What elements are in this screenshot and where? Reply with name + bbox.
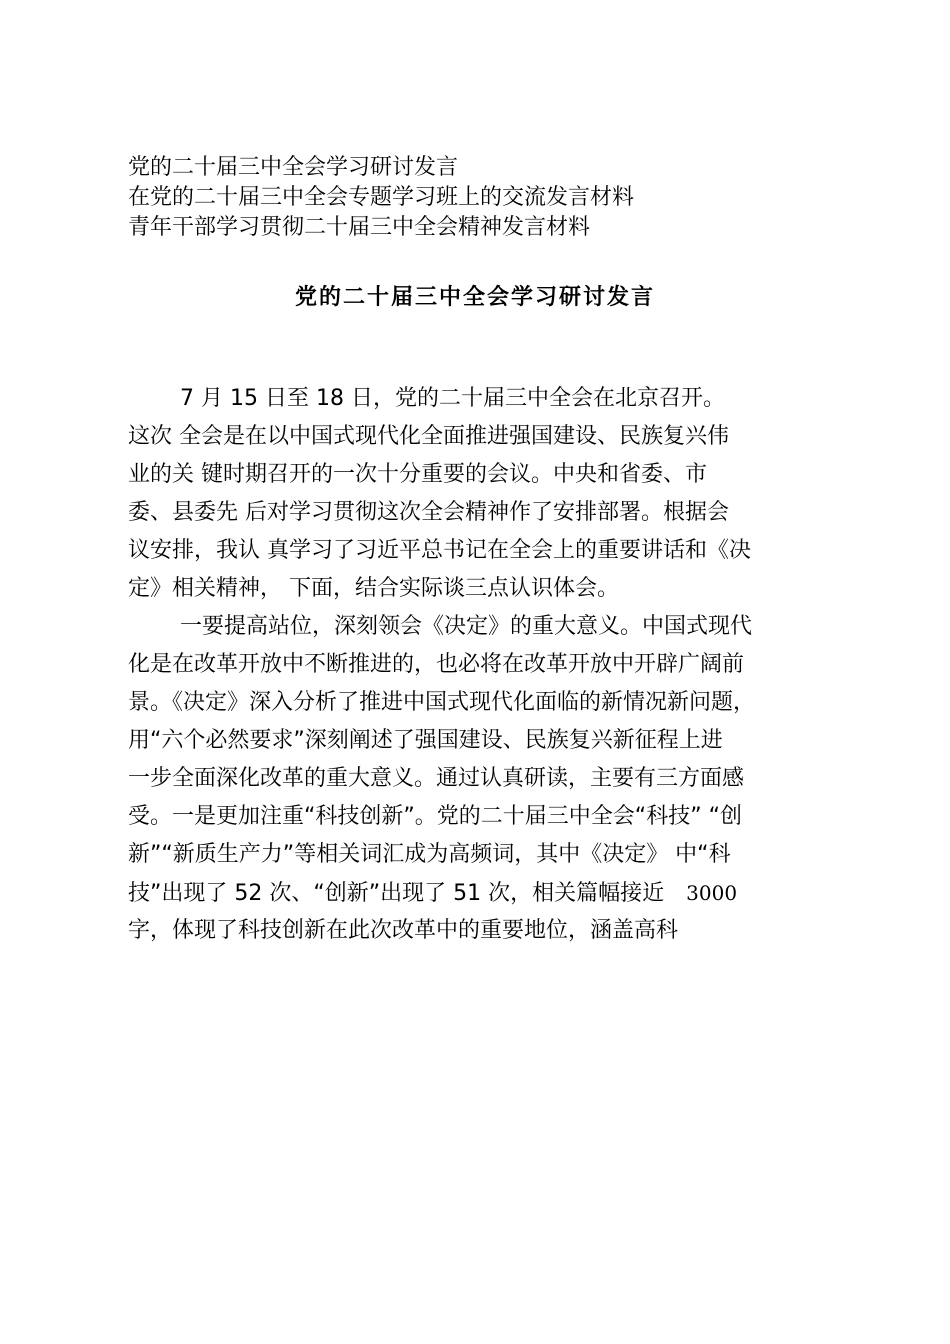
related-title-3: 青年干部学习贯彻二十届三中全会精神发言材料 [128,215,591,240]
paragraph-line-text: 技”出现了 52 次、“创新”出现了 51 次，相关篇幅接近 [128,881,665,906]
paragraph-line: 业的关 键时期召开的一次十分重要的会议。中央和省委、市 [128,462,707,487]
paragraph-line: 议安排，我认 真学习了习近平总书记在全会上的重要讲话和《决 [128,538,751,563]
paragraph-line: 用“六个必然要求”深刻阐述了强国建设、民族复兴新征程上进 [128,728,723,753]
paragraph-line: 字，体现了科技创新在此次改革中的重要地位，涵盖高科 [128,918,679,943]
paragraph-line: 一要提高站位，深刻领会《决定》的重大意义。中国式现代 [180,614,753,639]
paragraph-line: 新”“新质生产力”等相关词汇成为高频词，其中《决定》 中“科 [128,842,731,867]
paragraph-line: 景。《决定》深入分析了推进中国式现代化面临的新情况新问题， [128,690,756,715]
related-title-2: 在党的二十届三中全会专题学习班上的交流发言材料 [128,185,635,210]
number-3000: 3000 [686,881,738,905]
paragraph-1 [128,380,868,608]
paragraph-2 [128,608,868,950]
paragraph-line: 委、县委先 后对学习贯彻这次全会精神作了安排部署。根据会 [128,500,729,525]
paragraph-line: 定》相关精神， 下面，结合实际谈三点认识体会。 [128,576,619,601]
paragraph-line: 受。一是更加注重“科技创新”。党的二十届三中全会“科技” “创 [128,804,742,829]
related-title-1: 党的二十届三中全会学习研讨发言 [128,155,459,180]
paragraph-line [128,874,868,912]
paragraph-line: 化是在改革开放中不断推进的，也必将在改革开放中开辟广阔前 [128,652,745,677]
paragraph-line: 7 月 15 日至 18 日，党的二十届三中全会在北京召开。 [180,386,725,411]
paragraph-line: 一步全面深化改革的重大意义。通过认真研读，主要有三方面感 [128,766,745,791]
document-body [128,380,868,950]
paragraph-line: 这次 全会是在以中国式现代化全面推进强国建设、民族复兴伟 [128,424,729,449]
document-title: 党的二十届三中全会学习研讨发言 [294,285,655,310]
related-titles-list [128,153,634,243]
